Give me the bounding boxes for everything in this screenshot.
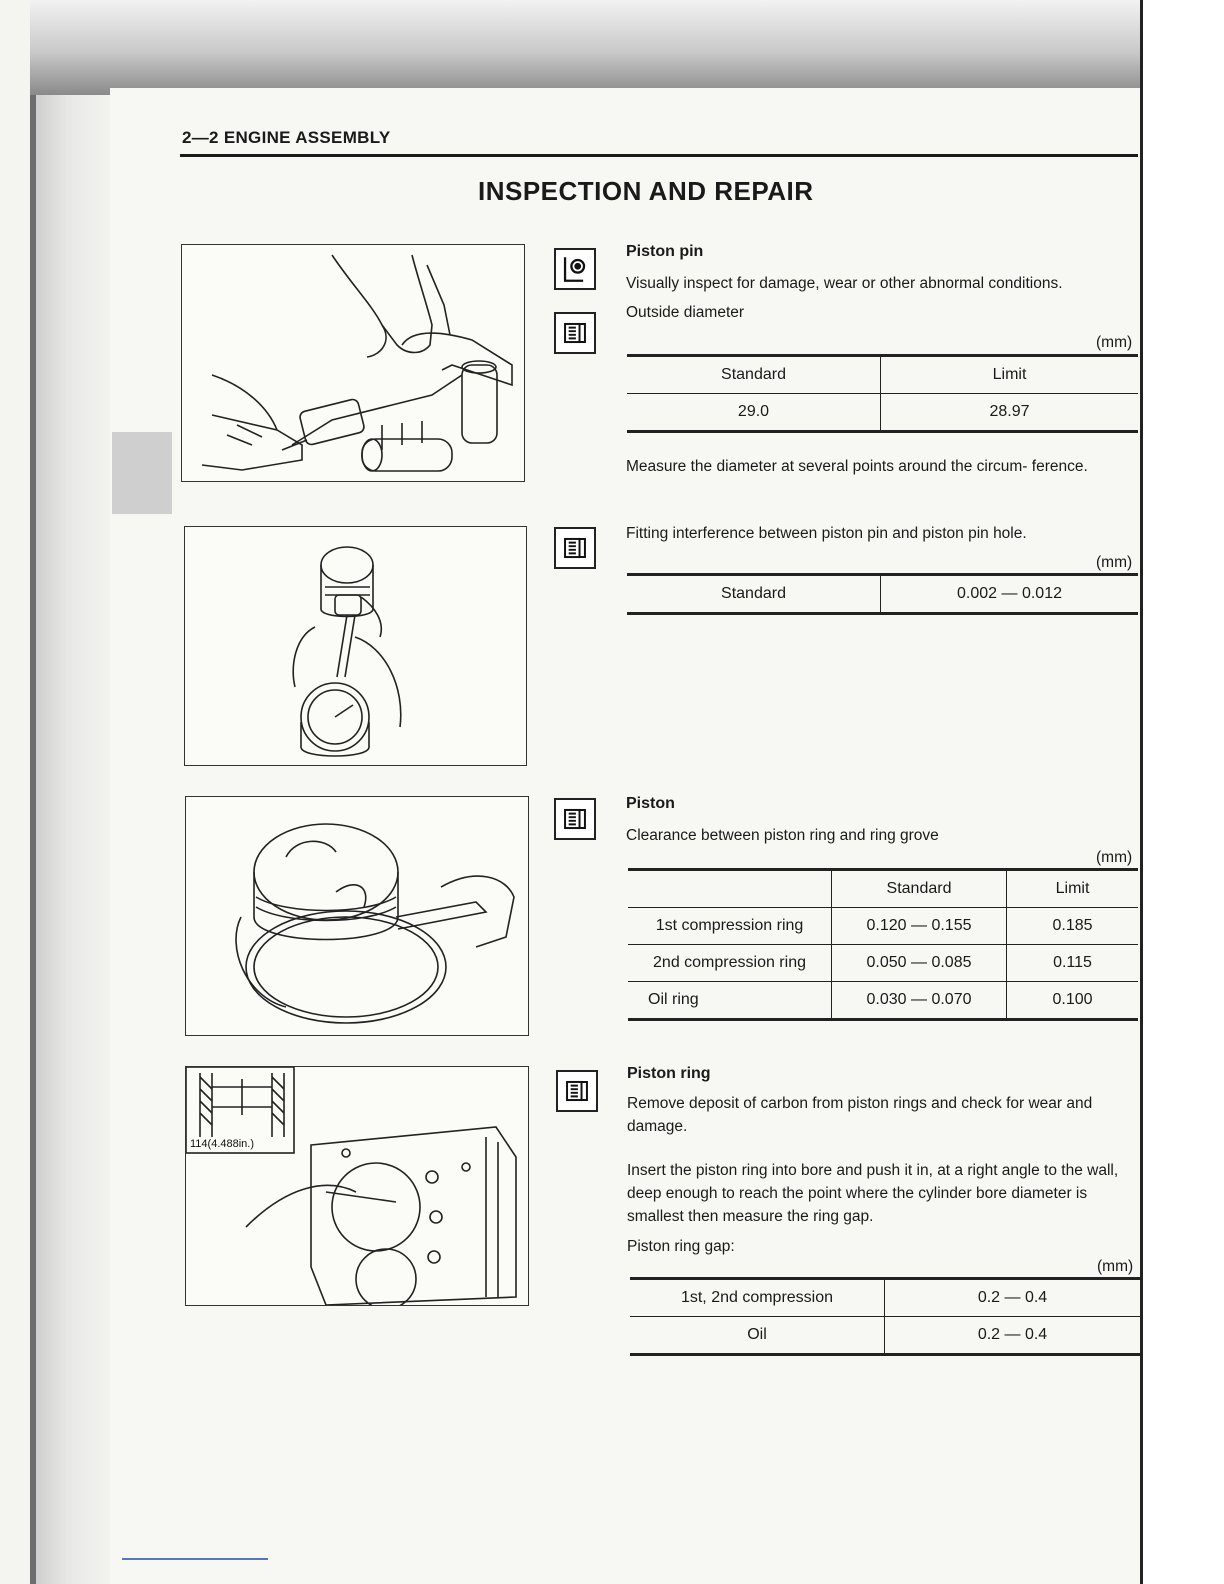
fitting-interference-table	[627, 573, 1138, 615]
measure-icon	[554, 527, 596, 569]
fit-unit: (mm)	[1096, 554, 1133, 571]
od-standard-value: 29.0	[627, 394, 881, 432]
table-row	[630, 1279, 1140, 1317]
ring-limit-cell: 0.115	[1053, 954, 1092, 971]
ring-gap-unit: (mm)	[1097, 1258, 1134, 1275]
piston-pin-visual-text: Visually inspect for damage, wear or other abnormal conditions.	[626, 275, 1063, 292]
bore-gauge-illustration	[185, 527, 526, 765]
piston-heading: Piston	[626, 795, 675, 812]
figure-ring-gap	[185, 1066, 529, 1306]
section-header: 2—2 ENGINE ASSEMBLY	[182, 128, 391, 147]
ring-clearance-header-limit: Limit	[1055, 880, 1090, 897]
od-limit-value: 28.97	[989, 403, 1030, 420]
ring-name-cell: 2nd compression ring	[628, 945, 832, 982]
ring-clearance-header-standard: Standard	[832, 870, 1007, 908]
outside-diameter-label: Outside diameter	[626, 304, 745, 321]
scan-top-shadow	[30, 0, 1164, 95]
ring-standard-cell: 0.030 — 0.070	[832, 982, 1007, 1020]
table-row	[628, 870, 1138, 908]
footer-line	[122, 1558, 268, 1560]
measure-text: Measure the diameter at several points around the circum- ference.	[626, 458, 1088, 475]
dimension-label: 114(4.488in.)	[190, 1138, 255, 1150]
fit-standard-label: Standard	[627, 575, 881, 614]
table-row	[628, 945, 1138, 982]
outside-diameter-table	[627, 354, 1138, 433]
od-unit: (mm)	[1096, 334, 1133, 351]
ring-limit-cell: 0.185	[1052, 917, 1093, 934]
od-header-standard: Standard	[627, 356, 881, 394]
piston-ring-insert-text: Insert the piston ring into bore and push it in, at a right angle to the wall, deep enough to reach the point where the cylinder bore diameter is smallest then measure the ring gap.	[627, 1162, 1119, 1225]
ring-gap-value-cell: 0.2 — 0.4	[977, 1326, 1048, 1343]
measure-icon	[554, 312, 596, 354]
piston-unit: (mm)	[1096, 849, 1133, 866]
header-rule	[180, 154, 1138, 157]
figure-ring-feeler	[185, 796, 529, 1036]
fit-standard-value: 0.002 — 0.012	[957, 585, 1062, 602]
piston-ring-remove-text: Remove deposit of carbon from piston rings and check for wear and damage.	[627, 1095, 1093, 1135]
ring-clearance-illustration	[186, 797, 528, 1035]
piston-ring-heading: Piston ring	[627, 1065, 711, 1082]
ring-limit-cell: 0.100	[1052, 991, 1093, 1008]
ring-gap-name-cell: 1st, 2nd compression	[630, 1279, 885, 1317]
ring-gap-table	[630, 1277, 1140, 1356]
ring-clearance-header-blank	[628, 870, 832, 908]
figure-micrometer	[181, 244, 525, 482]
figure-bore-gauge	[184, 526, 527, 766]
measure-icon	[556, 1070, 598, 1112]
ring-clearance-table	[628, 868, 1138, 1021]
micrometer-illustration	[182, 245, 524, 481]
table-row	[628, 982, 1138, 1020]
table-row	[628, 908, 1138, 945]
visual-inspect-icon	[554, 248, 596, 290]
ring-name-cell: Oil ring	[628, 982, 832, 1020]
table-row	[630, 1317, 1140, 1355]
ring-name-cell: 1st compression ring	[628, 908, 832, 945]
piston-pin-heading: Piston pin	[626, 243, 704, 260]
fitting-interference-text: Fitting interference between piston pin and piston pin hole.	[626, 525, 1027, 542]
section-tab-mark	[112, 432, 172, 514]
measure-icon	[554, 798, 596, 840]
piston-clearance-text: Clearance between piston ring and ring grove	[626, 827, 939, 844]
ring-gap-illustration	[186, 1067, 528, 1305]
scan-right-margin	[1140, 0, 1224, 1584]
piston-ring-gap-label: Piston ring gap:	[627, 1238, 735, 1255]
ring-gap-value-cell: 0.2 — 0.4	[977, 1289, 1048, 1306]
ring-standard-cell: 0.050 — 0.085	[832, 945, 1007, 982]
page-title: INSPECTION AND REPAIR	[478, 176, 814, 206]
od-header-limit: Limit	[992, 366, 1027, 383]
ring-gap-name-cell: Oil	[630, 1317, 885, 1355]
scan-left-edge	[36, 95, 116, 1584]
ring-standard-cell: 0.120 — 0.155	[832, 908, 1007, 945]
